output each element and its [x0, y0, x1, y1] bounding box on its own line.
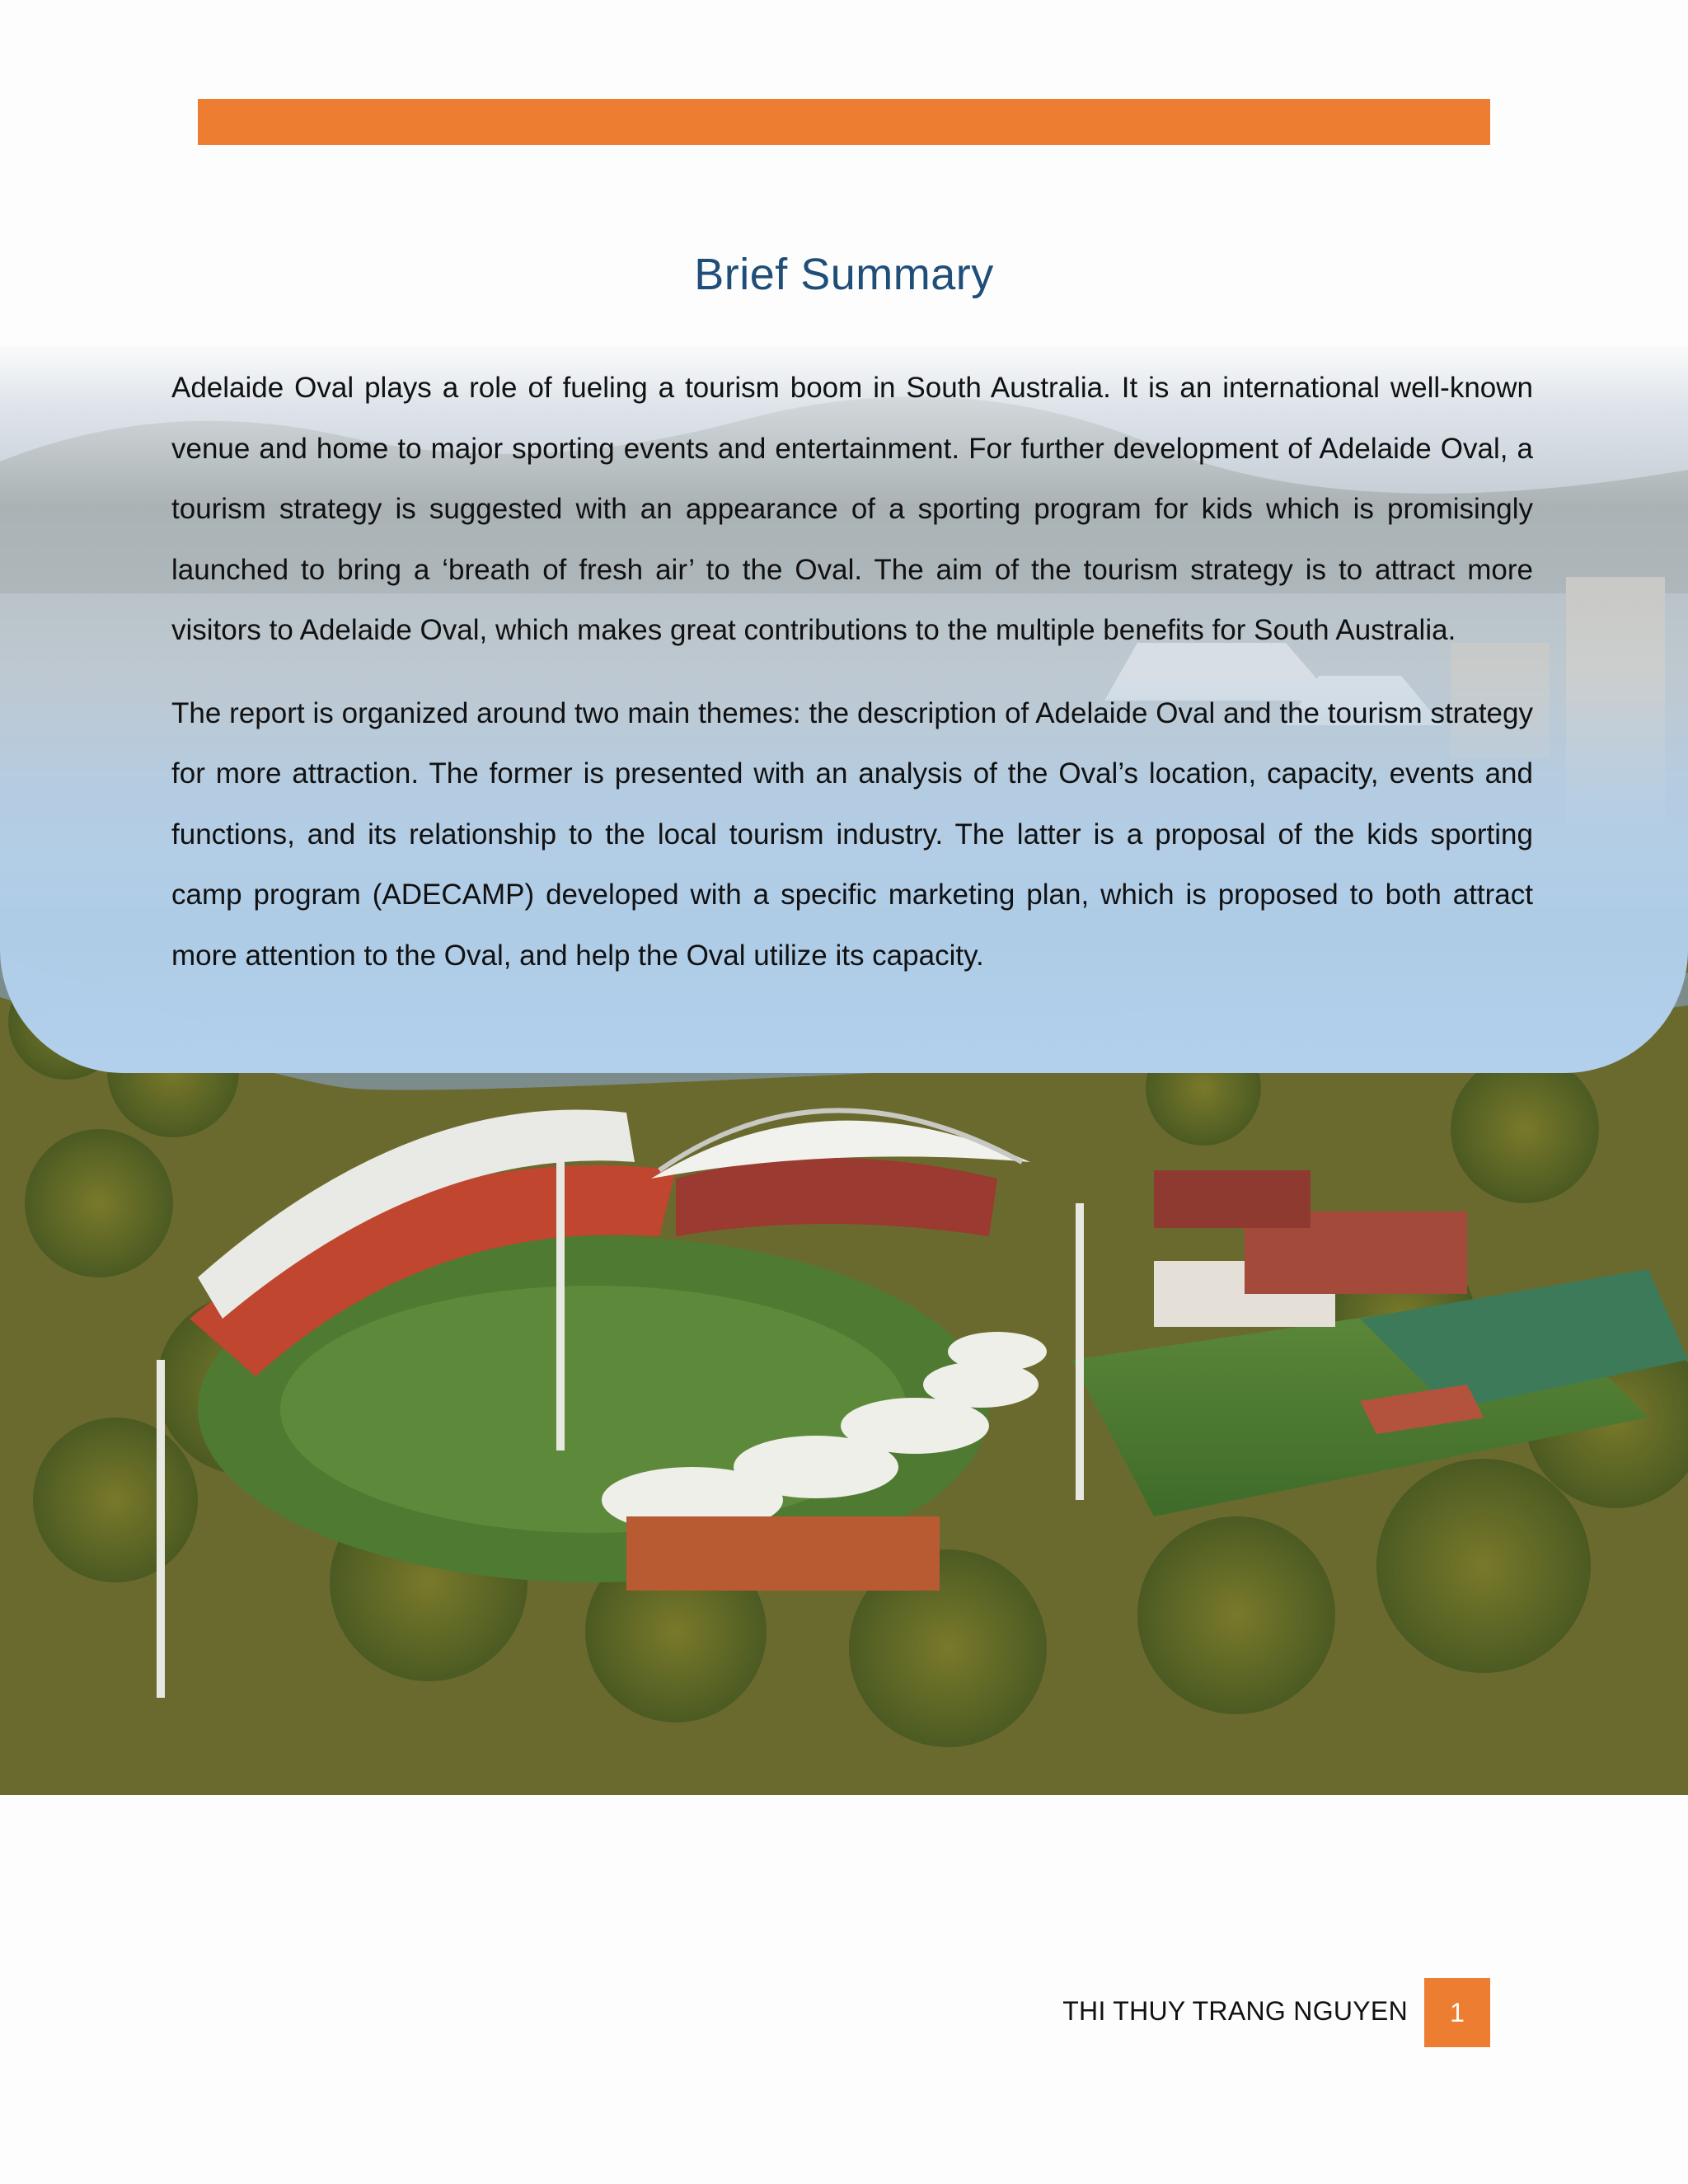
page-number-badge: 1: [1424, 1978, 1490, 2047]
page-title: Brief Summary: [694, 250, 994, 299]
summary-body: [171, 358, 1533, 986]
header-accent-bar: [198, 99, 1490, 145]
footer-author: THI THUY TRANG NGUYEN: [1062, 1996, 1408, 2026]
summary-paragraph: Adelaide Oval plays a role of fueling a tourism boom in South Australia. It is an international well-known venue and home to major sporting events and entertainment. For further development of Adelaide Oval, a tourism strategy is suggested with an appearance of a sporting program for kids which is promisingly launched to bring a ‘breath of fresh air’ to the Oval. The aim of the tourism strategy is to attract more visitors to Adelaide Oval, which makes great contributions to the multiple benefits for South Australia.: [171, 372, 1533, 646]
summary-paragraph: The report is organized around two main themes: the description of Adelaide Oval and the tourism strategy for more attraction. The former is presented with an analysis of the Oval’s location, capacity, events and functions, and its relationship to the local tourism industry. The latter is a proposal of the kids sporting camp program (ADECAMP) developed with a specific marketing plan, which is proposed to both attract more attention to the Oval, and help the Oval utilize its capacity.: [171, 696, 1533, 972]
